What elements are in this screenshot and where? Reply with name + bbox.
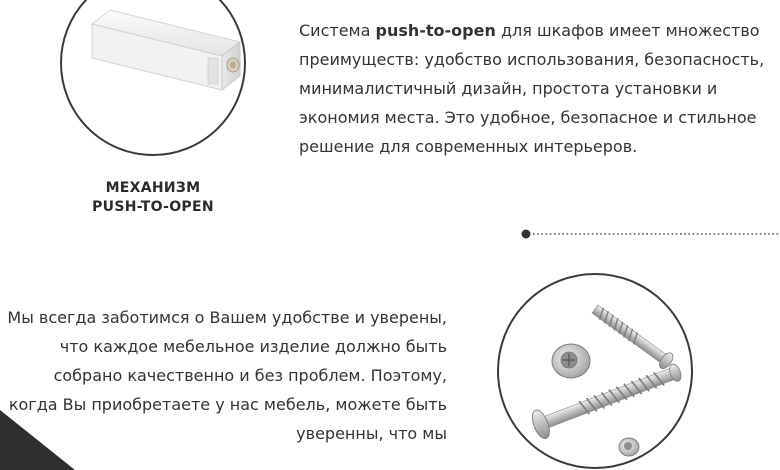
- caption-line-2: PUSH-TO-OPEN: [92, 199, 214, 215]
- intro-text: для шкафов имеет множество преимуществ: удобство использования, безопасность, минималистичный дизайн, простота установки и экономия места. Это удобное, безопасное и стильное решение для современных интерьеров.: [299, 21, 765, 156]
- intro-prefix: Система: [299, 21, 376, 40]
- intro-paragraph: [299, 16, 769, 161]
- corner-decoration: [0, 410, 75, 470]
- push-to-open-latch-icon: [62, 0, 246, 156]
- dotted-divider: [521, 229, 780, 239]
- assembly-paragraph: Мы всегда заботимся о Вашем удобстве и уверены, что каждое мебельное изделие должно быть собрано качественно и без проблем. Поэтому, когда Вы приобретаете у нас мебель, можете быть уверенны, что мы: [7, 308, 447, 443]
- caption-line-1: МЕХАНИЗМ: [105, 180, 201, 196]
- mechanism-caption: [70, 179, 236, 217]
- fasteners-icon: [499, 275, 693, 469]
- intro-highlight: push-to-open: [375, 21, 496, 40]
- fasteners-image-frame: [497, 273, 693, 469]
- mechanism-image-frame: [60, 0, 246, 156]
